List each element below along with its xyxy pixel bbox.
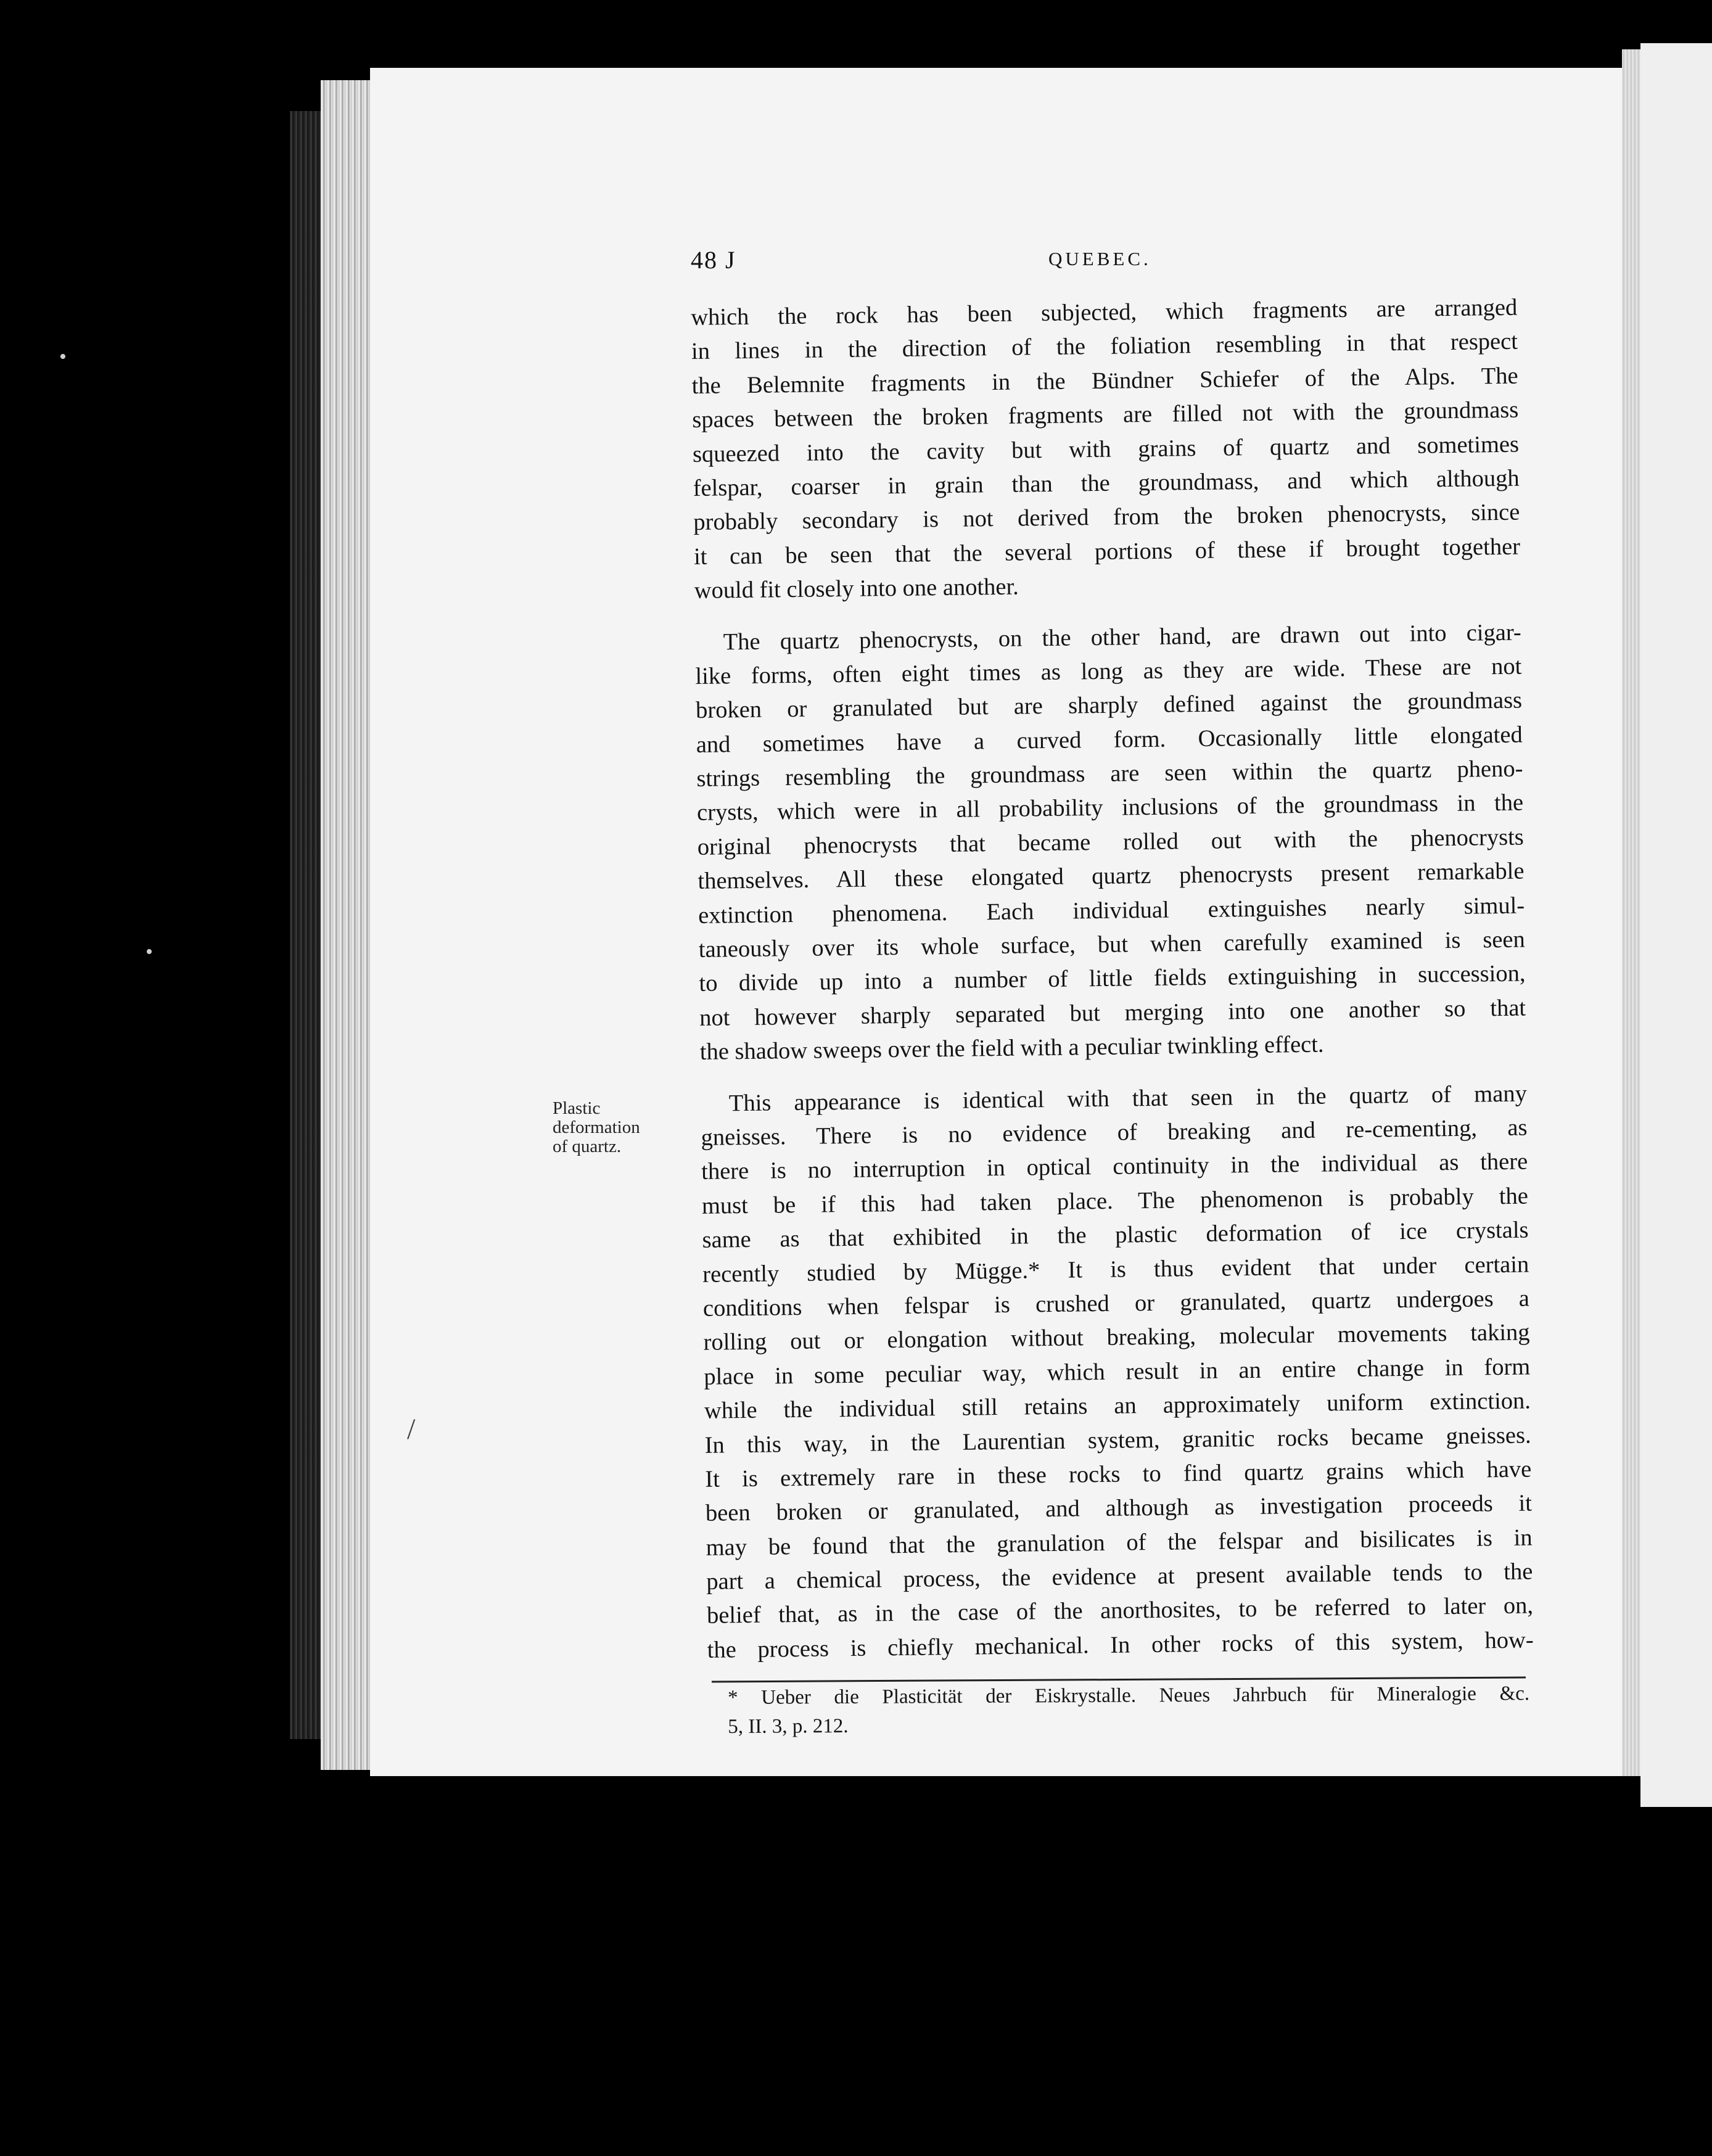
paragraph-1	[691, 291, 1521, 609]
margin-note-line: of quartz.	[553, 1137, 622, 1156]
text-line: probably secondary is not derived from the broken phenocrysts, since	[693, 499, 1520, 536]
text-line: would fit closely into one another.	[694, 574, 1019, 604]
text-line: conditions when felspar is crushed or granulated, quartz undergoes a	[702, 1285, 1530, 1322]
margin-note-line: Plastic	[553, 1098, 601, 1118]
body-text	[691, 291, 1534, 1668]
text-line: recently studied by Mügge.* It is thus evident that under certain	[702, 1251, 1529, 1288]
text-line: In this way, in the Laurentian system, granitic rocks became gneisses.	[704, 1422, 1531, 1459]
text-line: must be if this had taken place. The phenomenon is probably the	[701, 1183, 1529, 1219]
facing-page-edge	[1640, 43, 1712, 1807]
text-line: gneisses. There is no evidence of breaking and re-cementing, as	[701, 1114, 1528, 1151]
text-line: and sometimes have a curved form. Occasionally little elongated	[696, 722, 1523, 758]
text-line: while the individual still retains an approximately uniform extinction.	[704, 1388, 1531, 1424]
text-line: same as that exhibited in the plastic deformation of ice crystals	[702, 1217, 1529, 1254]
text-line: broken or granulated but are sharply defined against the groundmass	[695, 687, 1523, 724]
margin-note-line: deformation	[553, 1117, 640, 1137]
text-line: the shadow sweeps over the field with a peculiar twinkling effect.	[699, 1031, 1324, 1066]
text-line: not however sharply separated but merging into one another so that	[699, 995, 1526, 1031]
text-line: which the rock has been subjected, which fragments are arranged	[691, 294, 1518, 331]
text-line: extinction phenomena. Each individual extinguishes nearly simul-	[698, 892, 1525, 929]
text-line: may be found that the granulation of the felspar and bisilicates is in	[706, 1524, 1533, 1561]
text-line: spaces between the broken fragments are filled not with the groundmass	[692, 397, 1519, 434]
text-line: place in some peculiar way, which result in an entire change in form	[704, 1354, 1531, 1390]
text-line: the process is chiefly mechanical. In other rocks of this system, how-	[707, 1627, 1534, 1663]
text-line: in lines in the direction of the foliation resembling in that respect	[691, 329, 1518, 365]
text-line: to divide up into a number of little fields extinguishing in succession,	[699, 960, 1526, 997]
footnote-line: 5, II. 3, p. 212.	[728, 1714, 849, 1738]
page-number: 48 J	[691, 246, 736, 274]
text-line: belief that, as in the case of the anorthosites, to be referred to later on,	[706, 1592, 1534, 1629]
paragraph-3	[701, 1077, 1534, 1668]
text-line: the Belemnite fragments in the Bündner Schiefer of the Alps. The	[691, 363, 1518, 399]
text-line: felspar, coarser in grain than the groundmass, and which although	[693, 465, 1520, 501]
page-edges-left	[321, 80, 370, 1770]
scan-mark: /	[407, 1413, 416, 1446]
footnote-line: * Ueber die Plasticität der Eiskrystalle. Neues Jahrbuch für Mineralogie &c.	[728, 1682, 1530, 1709]
text-line: been broken or granulated, and although as investigation proceeds it	[705, 1490, 1533, 1527]
text-line: it can be seen that the several portions of these if brought together	[693, 533, 1521, 570]
text-line: The quartz phenocrysts, on the other hand, are drawn out into cigar-	[723, 619, 1521, 655]
text-line: This appearance is identical with that seen in the quartz of many	[728, 1080, 1528, 1116]
text-line: taneously over its whole surface, but when carefully examined is seen	[698, 926, 1526, 963]
text-line: like forms, often eight times as long as they are wide. These are not	[695, 653, 1522, 689]
dust-speck: •	[146, 940, 153, 963]
text-line: strings resembling the groundmass are seen within the quartz pheno-	[696, 755, 1523, 792]
text-line: there is no interruption in optical continuity in the individual as there	[701, 1148, 1528, 1185]
text-line: part a chemical process, the evidence at present available tends to the	[706, 1558, 1533, 1595]
margin-note	[553, 1099, 676, 1156]
paragraph-2	[694, 615, 1526, 1069]
running-head: QUEBEC.	[1048, 248, 1151, 270]
text-line: squeezed into the cavity but with grains of quartz and sometimes	[692, 431, 1520, 467]
footnote	[728, 1679, 1529, 1742]
text-line: rolling out or elongation without breaking, molecular movements taking	[703, 1319, 1530, 1356]
page-edges-right	[1622, 49, 1640, 1776]
dust-speck: •	[59, 345, 67, 368]
page-header	[691, 245, 1523, 282]
text-line: original phenocrysts that became rolled out with the phenocrysts	[697, 824, 1524, 860]
book-spine-shadow	[290, 111, 321, 1739]
text-line: It is extremely rare in these rocks to find quartz grains which have	[705, 1456, 1532, 1492]
text-line: themselves. All these elongated quartz phenocrysts present remarkable	[698, 858, 1525, 895]
text-line: crysts, which were in all probability inclusions of the groundmass in the	[696, 790, 1524, 826]
